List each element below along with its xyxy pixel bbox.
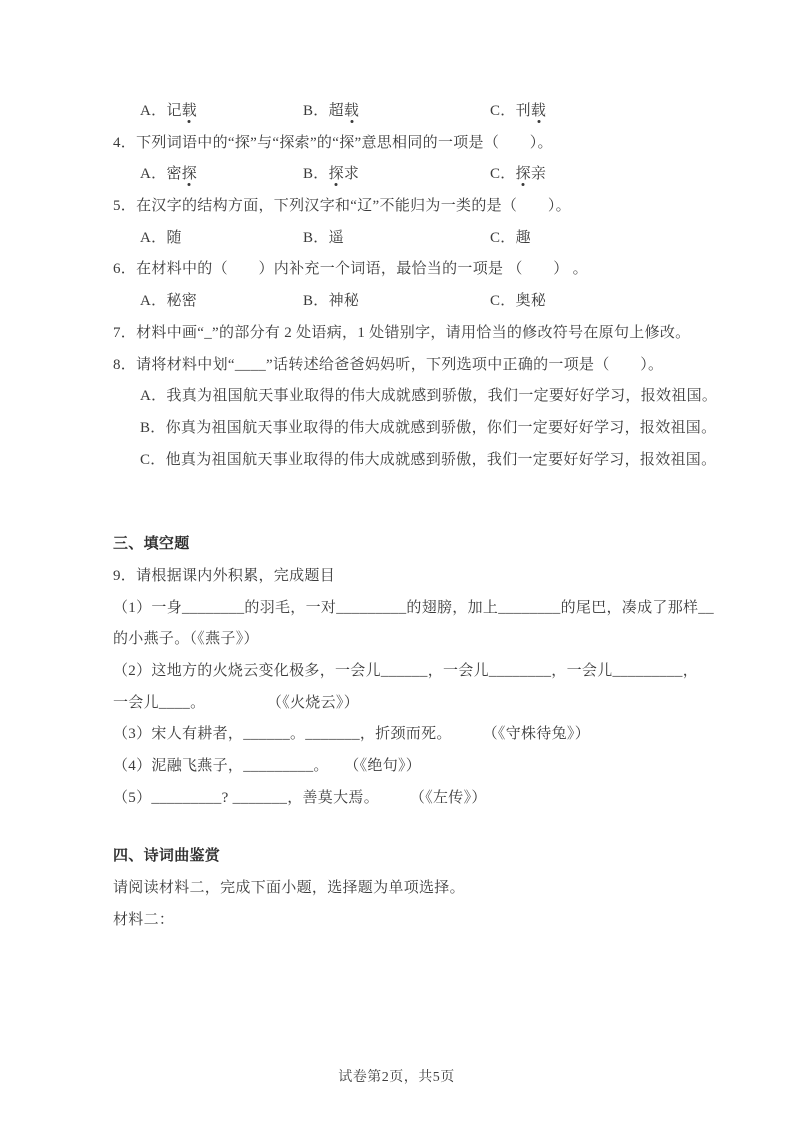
option-label: B．: [303, 293, 329, 310]
q6-stem: 6．在材料中的（ ）内补充一个词语，最恰当的一项是 （ ） 。: [113, 261, 588, 278]
option-label: A．: [140, 229, 167, 246]
q5-stem: 5．在汉字的结构方面，下列汉字和“辽”不能归为一类的是（ ）。: [113, 198, 571, 215]
section-4-intro: 请阅读材料二，完成下面小题，选择题为单项选择。: [113, 880, 465, 897]
q9-blank3: （3）宋人有耕者，______。_______，折颈而死。 （《守株待兔》）: [113, 726, 591, 743]
q4-stem: 4．下列词语中的“探”与“探索”的“探”意思相同的一项是（ ）。: [113, 134, 553, 151]
option-label: B．: [303, 103, 329, 119]
vertical-gap: [113, 476, 743, 529]
option-label: A．: [140, 166, 167, 183]
q9-blank1-line1: （1）一身________的羽毛，一对_________的翅膀，加上________的尾巴，凑成了那样__: [113, 599, 714, 616]
document-body: [113, 96, 743, 937]
option-text: 奥秘: [515, 293, 547, 310]
section-3-heading: 三、填空题: [113, 536, 190, 553]
q6-options: [113, 286, 743, 318]
q9-blank2-line2: 一会儿____。 （《火烧云》）: [113, 694, 360, 711]
q8-choice-b: B．你真为祖国航天事业取得的伟大成就感到骄傲，你们一定要好好学习，报效祖国。: [140, 419, 717, 436]
emphasis-char: 载: [182, 96, 197, 128]
emphasis-char: 探: [516, 159, 531, 191]
q3-options: [113, 96, 743, 128]
q8-choice-a: A．我真为祖国航天事业取得的伟大成就感到骄傲，我们一定要好好学习，报效祖国。: [140, 388, 718, 405]
option-text: 随: [166, 229, 182, 246]
emphasis-char: 探: [182, 159, 197, 191]
option-label: C．: [490, 293, 516, 310]
section-4-heading: 四、诗词曲鉴赏: [113, 848, 221, 865]
option-item: [303, 223, 490, 255]
emphasis-char: 探: [329, 159, 344, 191]
option-item: [303, 286, 490, 318]
material-2-label: 材料二：: [113, 911, 175, 928]
option-item: [490, 159, 546, 191]
option-text: 遥: [328, 229, 344, 246]
q5-options: [113, 223, 743, 255]
option-text: 刊: [515, 103, 531, 119]
q9-blank1-line2: 的小燕子。（《燕子》）: [113, 631, 259, 648]
q9-blank4: （4）泥融飞燕子，_________。 （《绝句》）: [113, 758, 422, 775]
option-item: [490, 286, 546, 318]
option-item: [490, 96, 546, 128]
option-item: [140, 286, 303, 318]
option-text: 趣: [515, 229, 531, 246]
option-text: 神秘: [328, 293, 360, 310]
option-label: B．: [303, 229, 329, 246]
option-label: C．: [490, 166, 516, 183]
option-item: [303, 96, 490, 128]
option-item: [140, 96, 303, 128]
option-text: 秘密: [166, 293, 198, 310]
vertical-gap: [113, 814, 743, 841]
option-text: 记: [166, 103, 182, 119]
q8-choice-c: C．他真为祖国航天事业取得的伟大成就感到骄傲，我们一定要好好学习，报效祖国。: [140, 451, 717, 468]
q7-stem: 7．材料中画“_”的部分有 2 处语病，1 处错别字，请用恰当的修改符号在原句上修改。: [113, 324, 691, 341]
page-footer: 试卷第2页，共5页: [338, 1070, 455, 1085]
q9-stem: 9．请根据课内外积累，完成题目: [113, 567, 336, 584]
option-item: [303, 159, 490, 191]
option-item: [490, 223, 531, 255]
q9-blank5: （5）_________? _______，善莫大焉。 （《左传》）: [113, 789, 487, 806]
option-label: C．: [490, 103, 516, 119]
q9-blank2-line1: （2）这地方的火烧云变化极多，一会儿______，一会儿________，一会儿_________，: [113, 663, 699, 679]
emphasis-char: 载: [531, 96, 546, 128]
q4-options: [113, 159, 743, 191]
option-item: [140, 223, 303, 255]
option-text: 密: [166, 166, 182, 183]
option-label: B．: [303, 166, 329, 183]
option-label: A．: [140, 103, 167, 119]
emphasis-char: 载: [344, 96, 359, 128]
option-text: 亲: [530, 166, 547, 183]
option-text: 求: [343, 166, 360, 183]
option-item: [140, 159, 303, 191]
option-label: C．: [490, 229, 516, 246]
q8-stem: 8．请将材料中划“____”话转述给爸爸妈妈听，下列选项中正确的一项是（ ）。: [113, 356, 664, 373]
option-text: 超: [328, 103, 344, 119]
option-label: A．: [140, 293, 167, 310]
